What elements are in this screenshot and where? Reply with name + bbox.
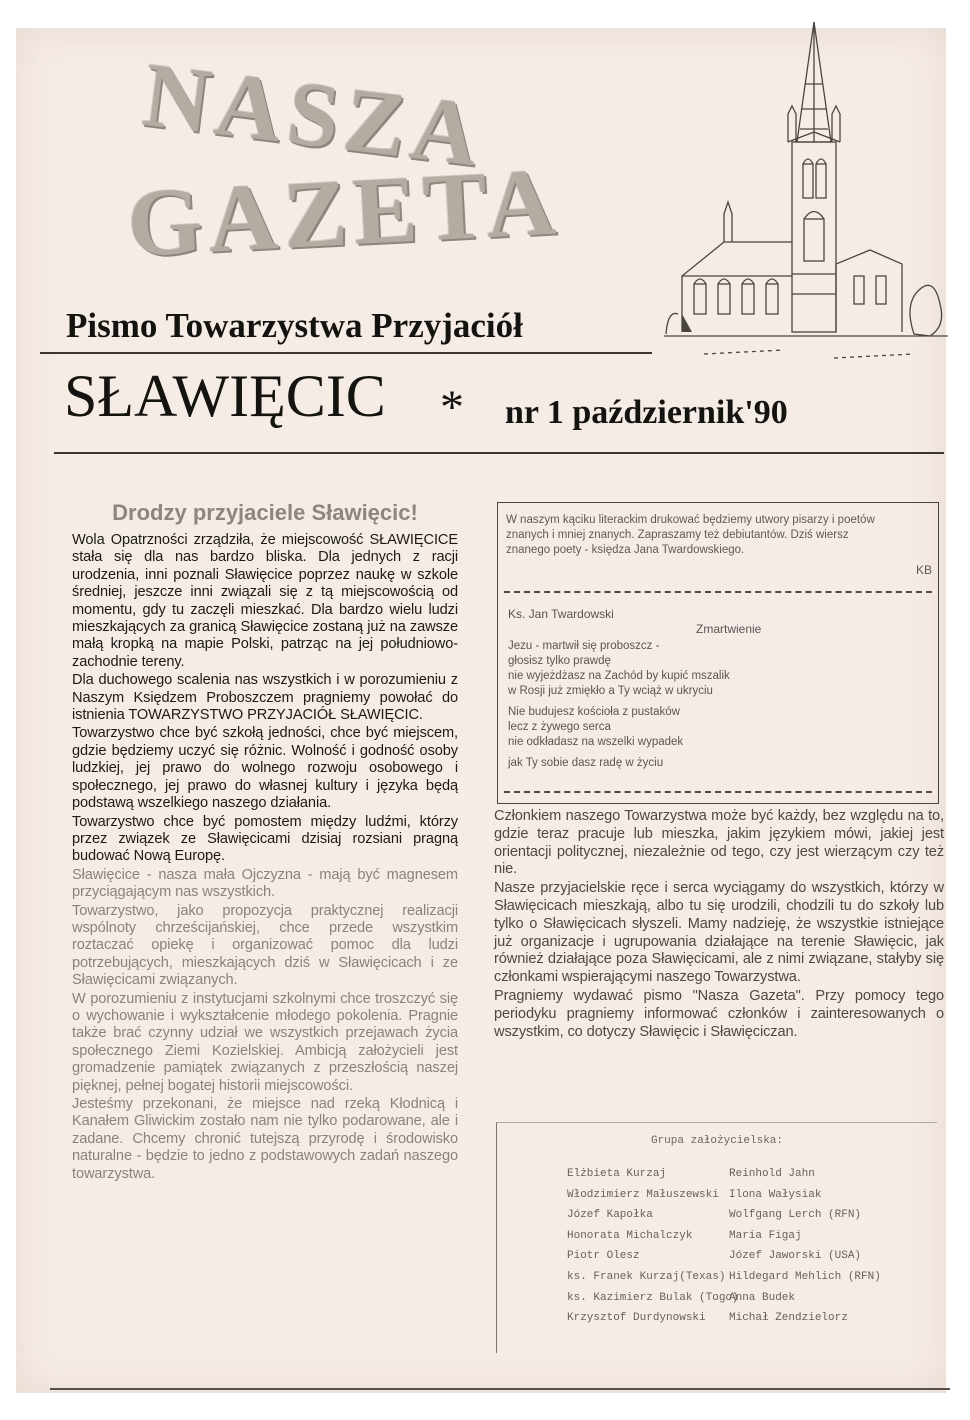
founder-name: Hildegard Mehlich (RFN) — [729, 1270, 881, 1283]
dashed-divider — [504, 591, 932, 593]
article-paragraph: W porozumieniu z instytucjami szkolnymi chce troszczyć się o wychowanie i wykształcenie młodego pokolenia. Pragnie także brać czynny udział we wszystkich przejawach życia społecznego Ziemi Kozielskiej. Ambicją założycieli jest gromadzenie pamiątek związanych z przeszłością naszej pięknej, pełnej bogatej historii miejscowości. — [72, 990, 458, 1094]
founder-name: ks. Franek Kurzaj(Texas) — [567, 1270, 726, 1283]
poem-line: nie odkładasz na wszelki wypadek — [508, 736, 684, 748]
poem-line: nie wyjeżdżasz na Zachód by kupić mszalik — [508, 670, 730, 682]
article-paragraph: Jesteśmy przekonani, że miejsce nad rzeką Kłodnicą i Kanałem Gliwickim zostało nam nie tylko podarowane, ale i zadane. Chcemy chronić tutejszą przyrodę i środowisko naturalne - będzie to jedno z podstawowych zadań naszego towarzystwa. — [72, 1096, 458, 1182]
founding-group-box — [496, 1122, 937, 1353]
masthead-subtitle: Pismo Towarzystwa Przyjaciół — [66, 306, 523, 345]
founder-name: Wolfgang Lerch (RFN) — [729, 1209, 862, 1222]
poem-author: Ks. Jan Twardowski — [508, 607, 614, 621]
poem-stanza — [508, 639, 928, 699]
issue-number: nr 1 październik'90 — [505, 394, 788, 431]
founder-row — [567, 1292, 927, 1313]
founder-name: Józef Kapołka — [567, 1209, 653, 1222]
founder-name: Honorata Michalczyk — [567, 1229, 693, 1242]
founders-list — [567, 1168, 927, 1333]
masthead-star: * — [440, 381, 464, 434]
editor-initials: KB — [915, 563, 932, 577]
article-paragraph: Wola Opatrzności zrządziła, że miejscowość SŁAWIĘCICE stała się dla nas bardzo bliska. Dla jednych z racji urodzenia, inni poznali Sławięcice poprzez naukę w szkole średniej, jeszcze inni związali się z tą miejscowością od momentu, gdy tu zaczęli mieszkać. Dla bardzo wielu ludzi mieszkających za granicą Sławięcice zostaną już na zawsze małą kropką na mapie Polski, patrząc na jej południowo-zachodnie tereny. — [72, 532, 458, 670]
founder-name: Józef Jaworski (USA) — [729, 1250, 862, 1263]
founder-name: Reinhold Jahn — [729, 1168, 815, 1180]
poem-line: lecz z żywego serca — [508, 721, 611, 733]
founder-row — [567, 1209, 927, 1230]
founder-name: Piotr Olesz — [567, 1250, 640, 1263]
founder-row — [567, 1271, 927, 1292]
masthead-town: SŁAWIĘCIC — [64, 363, 386, 429]
founder-name: Elżbieta Kurzaj — [567, 1168, 667, 1180]
poem-line: głosisz tylko prawdę — [508, 655, 611, 667]
poem-title: Zmartwienie — [696, 622, 762, 636]
poem-line: Jezu - martwił się proboszcz - — [508, 640, 660, 652]
founder-name: ks. Kazimierz Bulak (Togo) — [567, 1291, 739, 1304]
intro-line: znanych i mniej znanych. Zapraszamy też debiutantów. Dziś wiersz — [506, 529, 849, 541]
literary-corner-box — [497, 502, 939, 804]
masthead-rule-bottom — [54, 452, 944, 454]
founder-row — [567, 1250, 927, 1271]
founder-name: Ilona Wałysiak — [729, 1188, 822, 1201]
poem-body — [508, 639, 928, 777]
membership-paragraph: Nasze przyjacielskie ręce i serca wyciągamy do wszystkich, którzy w Sławięcicach mieszkają, albo tu się urodzili, chodzili tu do szkoły lub tylko o Sławięcicach słyszeli. Mamy nadzieję, że wszystkie istniejące już organizacje i ugrupowania działające na terenie Sławięcic, jak również działające poza Sławięcicami, ale z nimi związane, stałyby się członkami wspierającymi naszego Towarzystwa. — [494, 880, 944, 986]
poem-stanza — [508, 756, 928, 771]
article-paragraph: Towarzystwo chce być szkołą jedności, chce być miejscem, gdzie będziemy uczyć się różnic. Wolność i godność osoby ludzkiej, jej prawo do wolnego rozwoju osobowego i społecznego, jej prawo do własnej kultury i języka będą podstawą wszelkiego naszego działania. — [72, 725, 458, 812]
welcome-article — [72, 500, 458, 1184]
literary-corner-intro — [506, 513, 934, 558]
founder-row — [567, 1189, 927, 1210]
article-paragraph: Dla duchowego scalenia nas wszystkich i w porozumieniu z Naszym Księdzem Proboszczem pragniemy powołać do istnienia TOWARZYSTWO PRZYJACIÓŁ SŁAWIĘCIC. — [72, 672, 458, 724]
page-bottom-rule — [50, 1388, 950, 1390]
masthead-title-line2: GAZETA — [124, 147, 564, 277]
article-paragraph: Towarzystwo, jako propozycja praktycznej realizacji wspólnoty chrześcijańskiej, chce przede wszystkim roztaczać opiekę i organizować pomoc dla ludzi potrzebujących, mieszkających dziś w Sławięcicach i ze Sławięcicami związanych. — [72, 902, 458, 989]
article-heading: Drodzy przyjaciele Sławięcic! — [112, 500, 418, 525]
poem-line: jak Ty sobie dasz radę w życiu — [508, 757, 664, 769]
founder-row — [567, 1230, 927, 1251]
membership-article — [494, 808, 944, 1042]
founder-name: Anna Budek — [729, 1291, 796, 1304]
founder-row — [567, 1312, 927, 1333]
founder-row — [567, 1168, 927, 1189]
church-illustration — [664, 14, 948, 374]
poem-line: w Rosji już zmiękło a Ty wciąż w ukryciu — [508, 685, 713, 697]
founder-name: Michał Zendzielorz — [729, 1312, 848, 1325]
dashed-divider — [504, 791, 932, 793]
founder-name: Krzysztof Durdynowski — [567, 1312, 706, 1325]
founder-name: Włodzimierz Małuszewski — [567, 1188, 719, 1201]
membership-paragraph: Pragniemy wydawać pismo "Nasza Gazeta". Przy pomocy tego periodyku pragniemy informować członków i zainteresowanych o wszystkim, co dotyczy Sławięcic i Sławięciczan. — [494, 987, 944, 1040]
article-paragraph: Sławięcice - nasza mała Ojczyzna - mają być magnesem przyciągającym nas wszystkich. — [72, 866, 458, 901]
founding-group-title: Grupa założycielska: — [650, 1135, 784, 1147]
intro-line: znanego poety - księdza Jana Twardowskiego. — [506, 544, 745, 556]
founder-name: Maria Figaj — [729, 1229, 802, 1242]
masthead-title-line1: NASZA — [138, 43, 490, 186]
poem-line: Nie budujesz kościoła z pustaków — [508, 706, 680, 718]
membership-paragraph: Członkiem naszego Towarzystwa może być każdy, bez względu na to, gdzie teraz pracuje lub mieszka, jakim językiem mówi, jakiej jest orientacji politycznej, niezależnie od tego, czy jest wierzącym czy też nie. — [494, 808, 944, 878]
intro-line: W naszym kąciku literackim drukować będziemy utwory pisarzy i poetów — [506, 514, 875, 526]
poem-stanza — [508, 705, 928, 750]
masthead-rule-top — [40, 352, 652, 354]
article-paragraph: Towarzystwo chce być pomostem między ludźmi, którzy przez związek ze Sławięcicami dzisiaj rozsiani pragną budować Nową Europę. — [72, 813, 458, 865]
